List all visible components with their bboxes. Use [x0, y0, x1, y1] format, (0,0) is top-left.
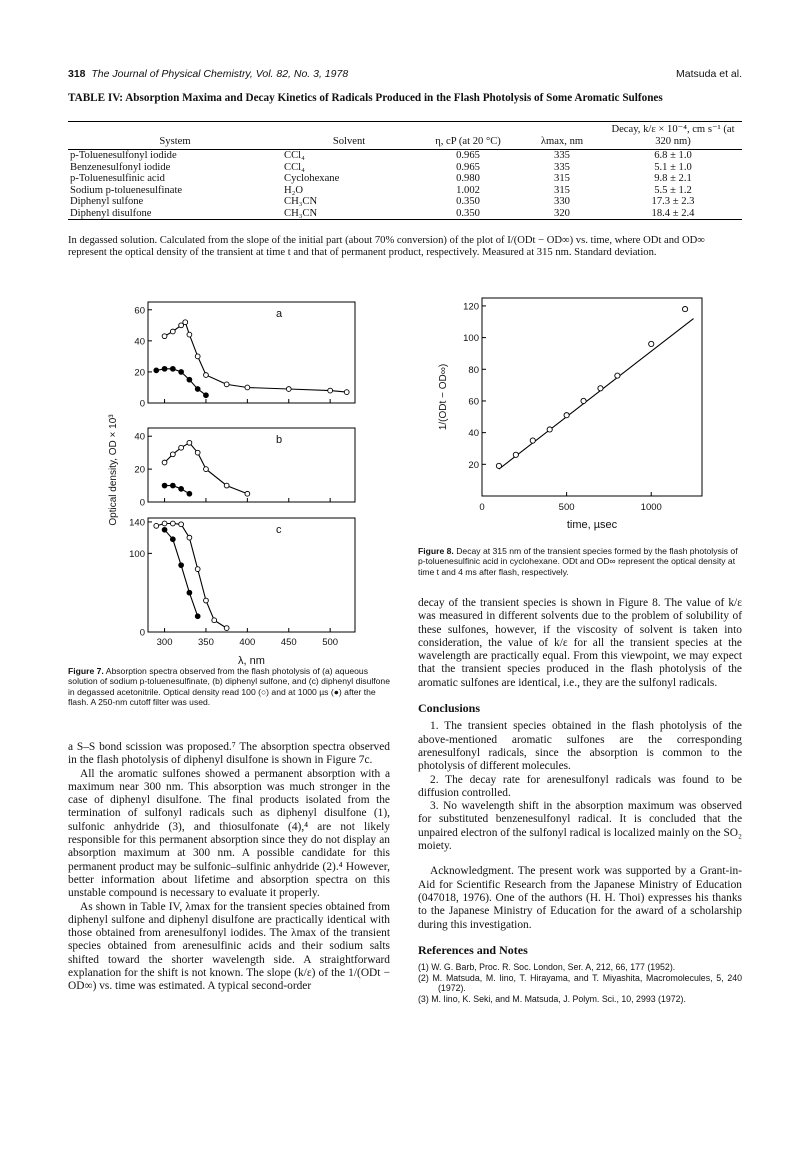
- fit-line: [499, 319, 694, 469]
- figure-8-caption: [418, 546, 742, 577]
- figure-8-chart: [430, 290, 730, 540]
- data-point-filled: [154, 368, 159, 373]
- table-row: [68, 173, 742, 185]
- y-tick-label: 140: [129, 517, 145, 529]
- table-cell: 1.002: [456, 184, 480, 196]
- table-row: [68, 196, 742, 208]
- data-point-open: [598, 386, 603, 391]
- data-point-open: [162, 460, 167, 465]
- y-tick-label: 0: [139, 398, 145, 410]
- data-point-open: [170, 521, 175, 526]
- table-cell: 6.8 ± 1.0: [654, 150, 692, 161]
- data-point-filled: [195, 614, 200, 619]
- section-heading-conclusions: Conclusions: [418, 701, 481, 716]
- table-cell: CCl₄: [284, 161, 305, 173]
- table-cell: 17.3 ± 2.3: [651, 196, 695, 207]
- y-tick-label: 40: [468, 428, 479, 440]
- data-point-filled: [179, 563, 184, 568]
- data-point-open: [224, 626, 229, 631]
- data-point-open: [187, 440, 192, 445]
- panel-label: a: [276, 308, 283, 320]
- figure-7-caption-text: Absorption spectra observed from the flash photolysis of (a) aqueous solution of sodium p-toluenesulfinate, (b) diphenyl sulfone, and (c) diphenyl disulfone in degassed acetonitrile. Optical density read 100 (○) and at 1000 µs (●) after the flash. A 250-nm cutoff filter was used.: [68, 666, 390, 707]
- section-heading-references: References and Notes: [418, 942, 528, 957]
- figure-7-caption: [68, 666, 390, 707]
- data-point-open: [513, 452, 518, 457]
- table-cell: 320: [554, 207, 570, 219]
- data-point-open: [344, 390, 349, 395]
- conclusion-item: 3. No wavelength shift in the absorption maximum was observed for substituted benzenesulfonyl radical. It is concluded that the unpaired electron of the sulfonyl radical is localized mainly on the SO₂ moiety.: [418, 800, 742, 853]
- col-system: System: [159, 135, 191, 147]
- table-cell: Diphenyl disulfone: [70, 207, 152, 219]
- running-authors: Matsuda et al.: [676, 68, 742, 80]
- y-tick-label: 40: [134, 431, 145, 443]
- data-point-filled: [162, 527, 167, 532]
- acknowledgment: Acknowledgment. The present work was supported by a Grant-in-Aid for Scientific Research from the Japanese Ministry of Education (047018, 1976). One of the authors (H. H. Thoi) expresses his thanks to the Japanese Ministry of Education for the award of a scholarship during this investigation.: [418, 865, 742, 931]
- table-cell: CCl₄: [284, 150, 305, 161]
- y-tick-label: 40: [134, 336, 145, 348]
- table-cell: 335: [554, 150, 570, 161]
- table-cell: H₂O: [284, 184, 303, 196]
- y-tick-label: 60: [468, 396, 479, 408]
- x-tick-label: 400: [239, 637, 256, 648]
- conclusion-item: 1. The transient species obtained in the flash photolysis of the above-mentioned aromatic sulfones are the corresponding arenesulfonyl radicals, since the absorption is common to the photolysis of different molecules.: [418, 720, 742, 773]
- table-cell: 0.965: [456, 150, 480, 161]
- table-cell: 5.1 ± 1.0: [654, 161, 692, 173]
- reference-item: (3) M. Iino, K. Seki, and M. Matsuda, J. Polym. Sci., 10, 2993 (1972).: [418, 993, 686, 1004]
- y-tick-label: 60: [134, 305, 145, 317]
- x-tick-label: 1000: [640, 502, 662, 513]
- data-point-open: [204, 373, 209, 378]
- y-tick-label: 100: [129, 548, 145, 560]
- table-cell: 315: [554, 173, 570, 184]
- y-tick-label: 20: [134, 367, 145, 379]
- data-point-open: [530, 438, 535, 443]
- data-point-open: [162, 521, 167, 526]
- table-cell: 315: [554, 184, 570, 196]
- table-row: [68, 185, 742, 197]
- y-tick-label: 120: [463, 301, 479, 313]
- col-lambda: λmax, nm: [540, 135, 584, 147]
- data-point-filled: [187, 491, 192, 496]
- data-point-open: [649, 341, 654, 346]
- data-point-open: [187, 332, 192, 337]
- data-point-filled: [162, 483, 167, 488]
- series-line: [165, 530, 198, 617]
- table-cell: p-Toluenesulfonyl iodide: [70, 150, 177, 161]
- data-point-open: [564, 413, 569, 418]
- data-point-open: [170, 329, 175, 334]
- figure-8-caption-text: Decay at 315 nm of the transient species formed by the flash photolysis of p-toluenesulfinic acid in cyclohexane. ODt and OD∞ represent the optical density at time t and 4 ms after flash, respectively.: [418, 546, 738, 577]
- x-tick-label: 500: [322, 637, 339, 648]
- x-axis-label: time, µsec: [566, 519, 618, 531]
- table-cell: 330: [554, 196, 570, 207]
- col-viscosity: η, cP (at 20 °C): [435, 135, 501, 147]
- table-cell: CH₃CN: [284, 196, 318, 207]
- data-point-open: [615, 373, 620, 378]
- conclusion-item: 2. The decay rate for arenesulfonyl radicals was found to be diffusion controlled.: [418, 773, 742, 799]
- x-tick-label: 350: [198, 637, 214, 648]
- table-caption: TABLE IV: Absorption Maxima and Decay Kinetics of Radicals Produced in the Flash Photolysis of Some Aromatic Sulfones: [68, 92, 663, 104]
- journal-title: The Journal of Physical Chemistry, Vol. 82, No. 3, 1978: [91, 68, 349, 80]
- figure-8-label: Figure 8.: [418, 546, 454, 556]
- paragraph: a S–S bond scission was proposed.⁷ The absorption spectra observed in the flash photolysis of diphenyl disulfone is shown in Figure 7c.: [68, 741, 390, 767]
- panel-frame: [148, 428, 355, 502]
- data-point-filled: [187, 590, 192, 595]
- data-point-filled: [170, 483, 175, 488]
- page-number: 318: [68, 68, 86, 80]
- x-axis-label: λ, nm: [238, 655, 265, 667]
- data-point-open: [212, 618, 217, 623]
- y-axis-label: 1/(ODt − OD∞): [438, 363, 449, 431]
- data-point-open: [547, 427, 552, 432]
- data-point-open: [581, 398, 586, 403]
- reference-item: (1) W. G. Barb, Proc. R. Soc. London, Ser. A, 212, 66, 177 (1952).: [418, 962, 676, 973]
- table-cell: 0.965: [456, 161, 480, 173]
- data-point-filled: [195, 387, 200, 392]
- panel-frame: [148, 518, 355, 632]
- paragraph: As shown in Table IV, λmax for the transient species obtained from diphenyl sulfone and diphenyl disulfone are practically identical with those obtained from arenesulfonyl iodides. The λmax of the transient species obtained from arenesulfinic acids and their sodium salts shifted toward the shorter wavelength side. A straightforward explanation for the shift is not known. The slope (k/ε) of the 1/(ODt − OD∞) vs. time was estimated. A typical second-order: [68, 900, 390, 993]
- data-point-filled: [187, 377, 192, 382]
- table-cell: 9.8 ± 2.1: [654, 173, 692, 184]
- table-iv: [68, 121, 742, 220]
- data-point-open: [328, 388, 333, 393]
- x-tick-label: 0: [479, 502, 485, 513]
- data-point-open: [195, 450, 200, 455]
- data-point-open: [179, 522, 184, 527]
- data-point-open: [204, 467, 209, 472]
- data-point-open: [195, 354, 200, 359]
- table-row: [68, 208, 742, 220]
- table-cell: Cyclohexane: [284, 173, 340, 184]
- col-decay: Decay, k/ε × 10⁻⁴, cm s⁻¹ (at 320 nm): [611, 124, 735, 147]
- x-tick-label: 450: [280, 637, 297, 648]
- data-point-filled: [179, 370, 184, 375]
- table-cell: 335: [554, 161, 570, 173]
- data-point-open: [179, 445, 184, 450]
- col-solvent: Solvent: [332, 135, 366, 147]
- table-footnote: In degassed solution. Calculated from the slope of the initial part (about 70% conversion) of the plot of I/(ODt − OD∞) vs. time, where ODt and OD∞ represent the optical density of the transient at time t and that of permanent product, respectively. Measured at 315 nm. Standard deviation.: [68, 235, 705, 259]
- y-tick-label: 20: [134, 464, 145, 476]
- table-cell: 0.350: [456, 207, 480, 219]
- data-point-open: [286, 387, 291, 392]
- y-tick-label: 0: [139, 627, 145, 639]
- reference-list: [418, 962, 742, 1004]
- paragraph: decay of the transient species is shown in Figure 8. The value of k/ε was measured in different solvents due to the problem of solubility of these sulfones, however, if the viscosity of solvent is taken into consideration, the value of k/ε for all the transient species at the wavelength are practically equal. From this viewpoint, we may expect that the transient species produced in the flash photolysis of the aromatic sulfones are identical, i.e., they are the sulfonyl radicals.: [418, 597, 742, 689]
- table-row: [68, 150, 742, 162]
- data-point-open: [496, 463, 501, 468]
- data-point-open: [170, 452, 175, 457]
- data-point-open: [224, 483, 229, 488]
- data-point-filled: [162, 366, 167, 371]
- data-point-filled: [204, 393, 209, 398]
- series-line: [165, 322, 347, 392]
- data-point-filled: [179, 486, 184, 491]
- panel-label: b: [276, 434, 283, 446]
- y-tick-label: 0: [139, 497, 145, 509]
- y-tick-label: 20: [468, 459, 479, 471]
- y-tick-label: 80: [468, 364, 479, 376]
- data-point-open: [245, 385, 250, 390]
- figure-7-chart: [100, 290, 370, 670]
- figure-7-label: Figure 7.: [68, 666, 104, 676]
- data-point-open: [245, 491, 250, 496]
- data-point-open: [162, 334, 167, 339]
- table-cell: Diphenyl sulfone: [70, 196, 144, 207]
- table-cell: 5.5 ± 1.2: [654, 184, 692, 196]
- left-column: [68, 741, 390, 994]
- data-point-open: [682, 306, 687, 311]
- y-axis-label: Optical density, OD × 10³: [108, 414, 119, 526]
- reference-item: (2) M. Matsuda, M. Iino, T. Hirayama, and T. Miyashita, Macromolecules, 5, 240 (1972).: [418, 972, 742, 994]
- data-point-open: [154, 523, 159, 528]
- data-point-open: [183, 320, 188, 325]
- table-row: [68, 162, 742, 174]
- right-column: [418, 597, 742, 1004]
- data-point-open: [187, 535, 192, 540]
- data-point-open: [204, 598, 209, 603]
- data-point-open: [224, 382, 229, 387]
- table-cell: 0.350: [456, 196, 480, 207]
- table-cell: CH₃CN: [284, 207, 318, 219]
- y-tick-label: 100: [463, 333, 479, 345]
- panel-label: c: [276, 524, 282, 536]
- x-tick-label: 500: [558, 502, 575, 513]
- series-line: [165, 486, 190, 494]
- data-point-filled: [170, 366, 175, 371]
- data-point-open: [195, 567, 200, 572]
- paragraph: All the aromatic sulfones showed a permanent absorption with a maximum near 300 nm. This absorption was much stronger in the case of diphenyl disulfone. The final products isolated from the termination of sulfonyl radicals such as diphenyl disulfone (1), sulfonic anhydride (3), and thiosulfonate (4),⁴ are not likely responsible for this permanent absorption since they do not display an absorption maximum at 300 nm. A possible candidate for this permanent product may be sulfonic–sulfinic anhydride (2).⁴ However, better information about lifetime and absorption spectra on this unstable compound is necessary to evaluate it properly.: [68, 767, 390, 900]
- table-cell: 0.980: [456, 173, 480, 184]
- table-cell: 18.4 ± 2.4: [651, 207, 695, 219]
- table-cell: Sodium p-toluenesulfinate: [70, 184, 183, 196]
- table-cell: p-Toluenesulfinic acid: [70, 173, 165, 184]
- x-tick-label: 300: [156, 637, 173, 648]
- data-point-filled: [170, 537, 175, 542]
- table-cell: Benzenesulfonyl iodide: [70, 161, 171, 173]
